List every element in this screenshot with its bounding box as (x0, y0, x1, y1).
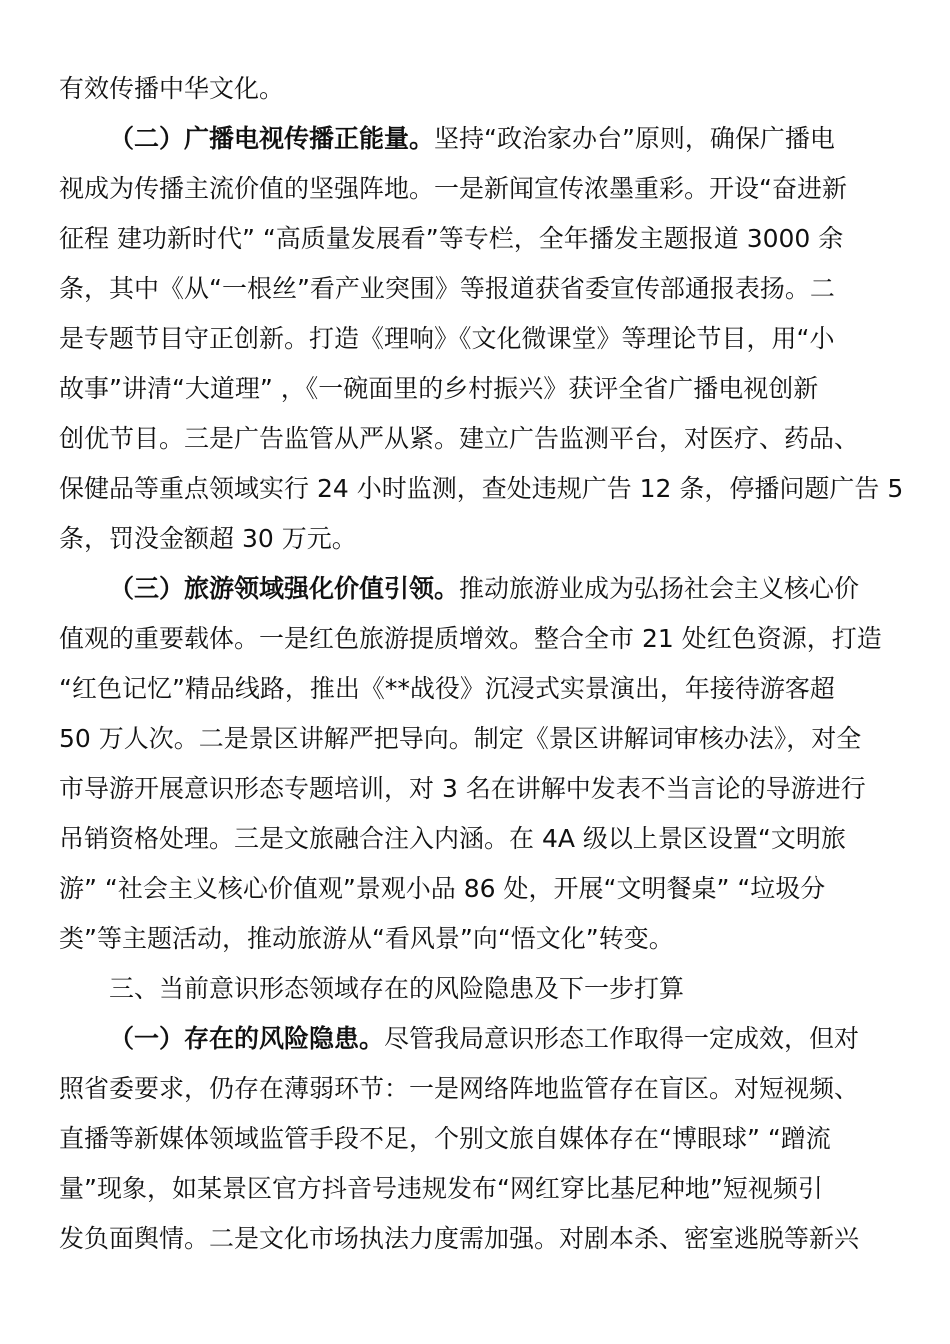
text-line: 视成为传播主流价值的坚强阵地。一是新闻宣传浓墨重彩。开设“奋进新 (59, 174, 847, 203)
text-line: 游” “社会主义核心价值观”景观小品 86 处，开展“文明餐桌” “垃圾分 (59, 874, 826, 903)
text-line: 有效传播中华文化。 (59, 74, 285, 103)
text-line: 值观的重要载体。一是红色旅游提质增效。整合全市 21 处红色资源，打造 (59, 624, 882, 653)
section-title: 三、当前意识形态领域存在的风险隐患及下一步打算 (109, 974, 685, 1003)
paragraph-first-line (59, 1014, 891, 1064)
text-line: 量”现象，如某景区官方抖音号违规发布“网红穿比基尼种地”短视频引 (59, 1174, 823, 1203)
text-line: 市导游开展意识形态专题培训，对 3 名在讲解中发表不当言论的导游进行 (59, 774, 866, 803)
paragraph-heading: （三）旅游领域强化价值引领。 (109, 574, 460, 603)
text-line: 故事”讲清“大道理” ，《一碗面里的乡村振兴》获评全省广播电视创新 (59, 374, 819, 403)
text-line: 发负面舆情。二是文化市场执法力度需加强。对剧本杀、密室逃脱等新兴 (59, 1224, 860, 1253)
text-line: 保健品等重点领域实行 24 小时监测，查处违规广告 12 条，停播问题广告 5 (59, 474, 904, 503)
text-line: 吊销资格处理。三是文旅融合注入内涵。在 4A 级以上景区设置“文明旅 (59, 824, 846, 853)
text-line: 是专题节目守正创新。打造《理响》《文化微课堂》等理论节目，用“小 (59, 324, 835, 353)
text-line: 尽管我局意识形态工作取得一定成效，但对 (384, 1024, 860, 1053)
text-line: 类”等主题活动，推动旅游从“看风景”向“悟文化”转变。 (59, 924, 674, 953)
text-line: 照省委要求，仍存在薄弱环节：一是网络阵地监管存在盲区。对短视频、 (59, 1074, 860, 1103)
paragraph-heading: （一）存在的风险隐患。 (109, 1024, 385, 1053)
text-line: 坚持“政治家办台”原则，确保广播电 (434, 124, 835, 153)
text-line: 50 万人次。二是景区讲解严把导向。制定《景区讲解词审核办法》，对全 (59, 724, 862, 753)
paragraph-first-line (59, 114, 891, 164)
text-line: 直播等新媒体领域监管手段不足，个别文旅自媒体存在“博眼球” “蹭流 (59, 1124, 831, 1153)
paragraph-first-line (59, 564, 891, 614)
document-body (59, 64, 904, 1264)
text-line: “红色记忆”精品线路，推出《**战役》沉浸式实景演出，年接待游客超 (59, 674, 835, 703)
text-line: 创优节目。三是广告监管从严从紧。建立广告监测平台，对医疗、药品、 (59, 424, 860, 453)
paragraph-heading: （二）广播电视传播正能量。 (109, 124, 435, 153)
text-line: 条，其中《从“一根丝”看产业突围》等报道获省委宣传部通报表扬。二 (59, 274, 835, 303)
text-line: 征程 建功新时代” “高质量发展看”等专栏，全年播发主题报道 3000 余 (59, 224, 844, 253)
text-line: 推动旅游业成为弘扬社会主义核心价 (459, 574, 860, 603)
text-line: 条，罚没金额超 30 万元。 (59, 524, 357, 553)
